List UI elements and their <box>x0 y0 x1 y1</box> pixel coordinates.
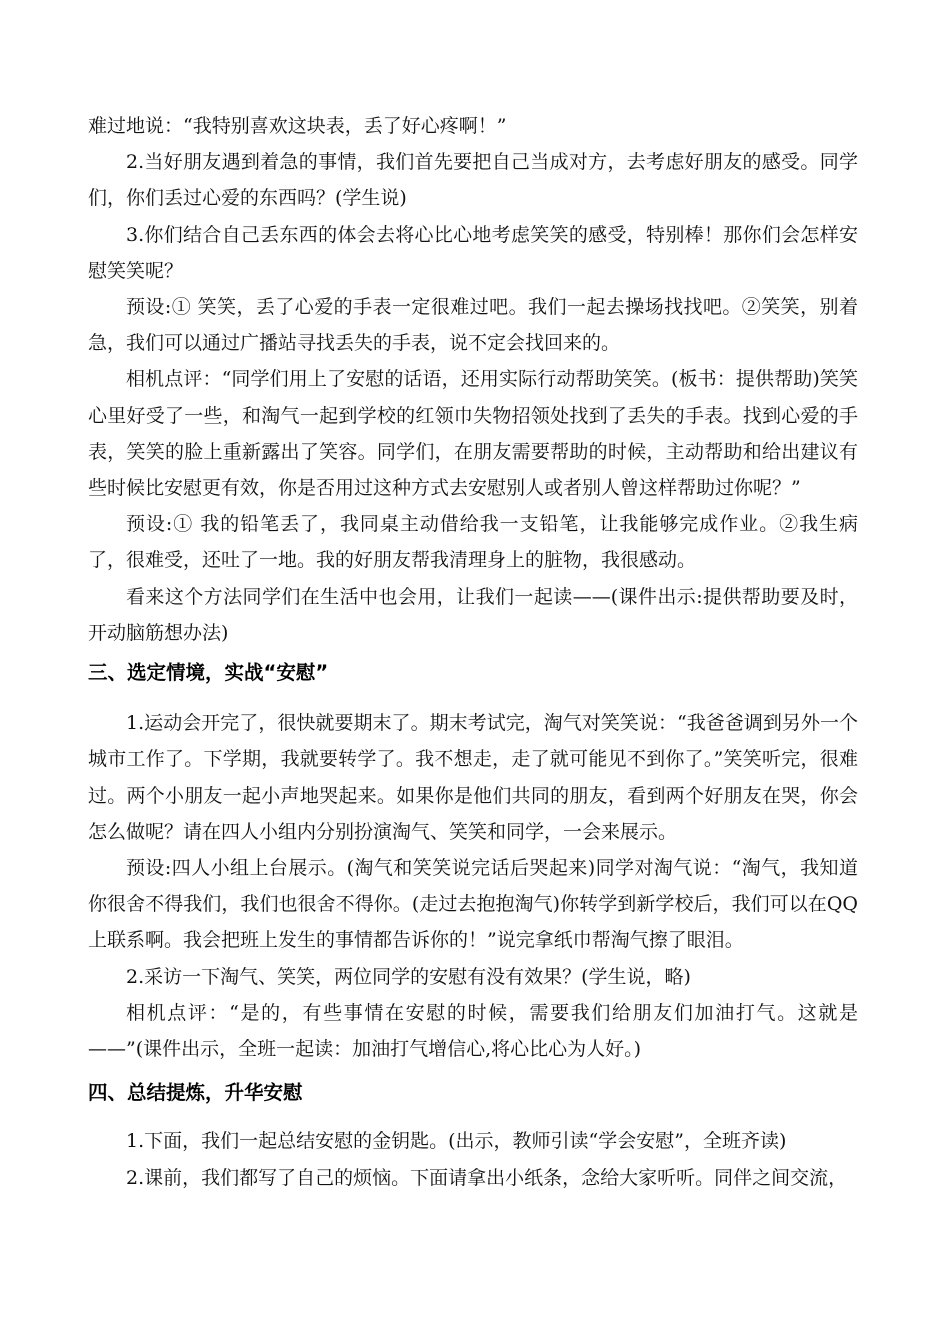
paragraph-item-3: 3.你们结合自己丢东西的体会去将心比心地考虑笑笑的感受，特别棒！那你们会怎样安慰笑笑呢？ <box>88 223 858 282</box>
section-heading-3: 三、选定情境，实战“安慰” <box>88 661 329 685</box>
paragraph-comment-2: 相机点评：“是的，有些事情在安慰的时候，需要我们给朋友们加油打气。这就是——”(课件出示，全班一起读：加油打气增信心,将心比心为人好。) <box>88 1001 858 1061</box>
paragraph-read-together: 看来这个方法同学们在生活中也会用，让我们一起读——(课件出示:提供帮助要及时，开动脑筋想办法) <box>88 585 858 644</box>
document-page <box>88 108 858 1196</box>
paragraph-summary-1: 1.下面，我们一起总结安慰的金钥匙。(出示，教师引读“学会安慰”，全班齐读) <box>126 1130 787 1153</box>
paragraph-comment-1: 相机点评：“同学们用上了安慰的话语，还用实际行动帮助笑笑。(板书：提供帮助)笑笑心里好受了一些，和淘气一起到学校的红领巾失物招领处找到了丢失的手表。找到心爱的手表，笑笑的脸上重新露出了笑容。同学们，在朋友需要帮助的时候，主动帮助和给出建议有些时候比安慰更有效，你是否用过这种方式去安慰别人或者别人曾这样帮助过你呢？” <box>88 368 858 500</box>
paragraph-scenario: 1.运动会开完了，很快就要期末了。期末考试完，淘气对笑笑说：“我爸爸调到另外一个城市工作了。下学期，我就要转学了。我不想走，走了就可能见不到你了。”笑笑听完，很难过。两个小朋友一起小声地哭起来。如果你是他们共同的朋友，看到两个好朋友在哭，你会怎么做呢？请在四人小组内分别扮演淘气、笑笑和同学，一会来展示。 <box>88 712 858 843</box>
paragraph-item-2: 2.当好朋友遇到着急的事情，我们首先要把自己当成对方，去考虑好朋友的感受。同学们，你们丢过心爱的东西吗？(学生说) <box>88 151 858 210</box>
paragraph-continuation: 难过地说：“我特别喜欢这块表，丢了好心疼啊！” <box>88 115 507 137</box>
paragraph-preset-1: 预设:① 笑笑，丢了心爱的手表一定很难过吧。我们一起去操场找找吧。②笑笑，别着急，我们可以通过广播站寻找丢失的手表，说不定会找回来的。 <box>88 296 858 355</box>
paragraph-preset-3: 预设:四人小组上台展示。(淘气和笑笑说完话后哭起来)同学对淘气说：“淘气，我知道你很舍不得我们，我们也很舍不得你。(走过去抱抱淘气)你转学到新学校后，我们可以在QQ上联系啊。我会把班上发生的事情都告诉你的！”说完拿纸巾帮淘气擦了眼泪。 <box>88 857 858 952</box>
paragraph-interview: 2.采访一下淘气、笑笑，两位同学的安慰有没有效果？(学生说，略) <box>126 965 691 988</box>
section-heading-4: 四、总结提炼，升华安慰 <box>88 1081 303 1105</box>
paragraph-preset-2: 预设:① 我的铅笔丢了，我同桌主动借给我一支铅笔，让我能够完成作业。②我生病了，很难受，还吐了一地。我的好朋友帮我清理身上的脏物，我很感动。 <box>88 513 858 572</box>
paragraph-summary-2: 2.课前，我们都写了自己的烦恼。下面请拿出小纸条，念给大家听听。同伴之间交流， <box>126 1166 848 1189</box>
